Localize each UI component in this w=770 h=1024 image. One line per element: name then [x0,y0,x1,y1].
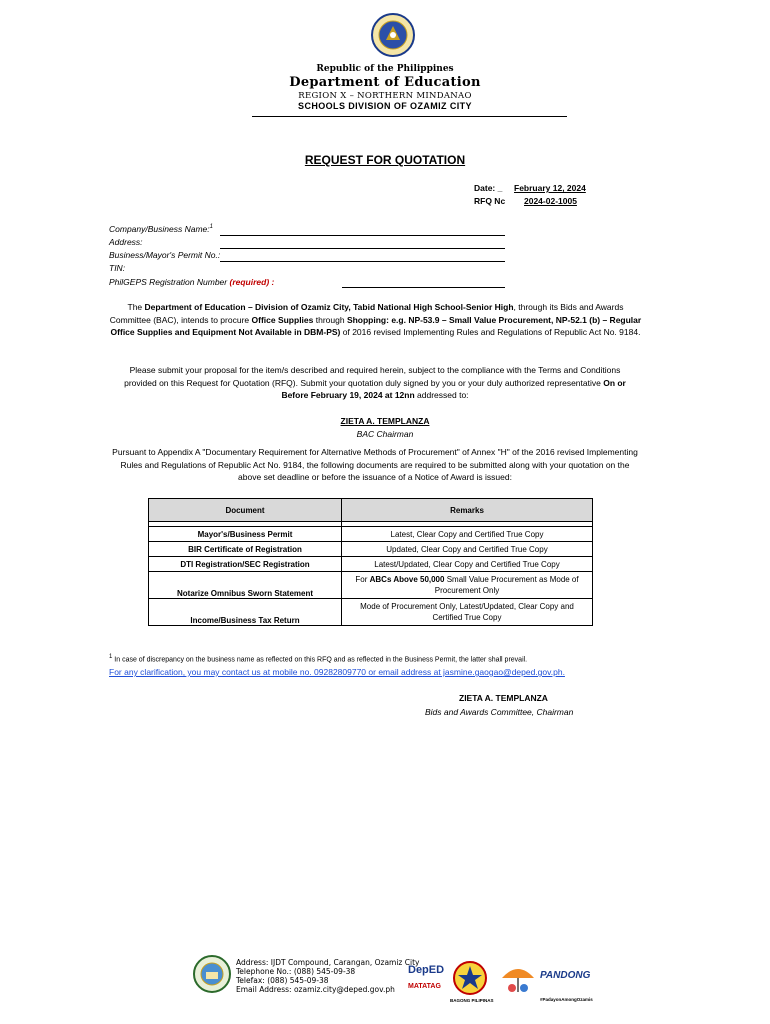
document-cell: BIR Certificate of Registration [149,542,342,557]
footer-contact-block [236,958,419,994]
document-cell: Income/Business Tax Return [149,599,342,626]
chair-title: BAC Chairman [356,429,414,439]
address-field[interactable] [220,248,505,249]
deped-seal-icon [370,12,416,58]
footer-telephone: Telephone No.: (088) 545-09-38 [236,967,356,976]
table-row [149,557,593,572]
date-label: Date: _ [474,183,503,193]
region-line: REGION X – NORTHERN MINDANAO [298,91,472,101]
rfq-value: 2024-02-1005 [524,196,577,206]
permit-label: Business/Mayor's Permit No.: [109,250,221,260]
pandong-umbrella-icon [500,962,536,996]
chair-name: ZIETA A. TEMPLANZA [340,416,430,426]
department-name: Department of Education [289,75,481,90]
permit-field[interactable] [220,261,505,262]
intro-paragraph: The Department of Education – Division of Ozamiz City, Tabid National High School-Senior High, through its Bids and Awards Committee (BAC), intends to procure Office Supplies through Shopping: e.g. NP-53.9 – Small Value Procurement, NP-52.1 (b) – Regular Office Supplies and Equipment Not Available in DBM-PS) of 2016 revised Implementing Rules and Regulations of Republic Act No. 9184. [109,302,642,337]
table-row [149,542,593,557]
footer-email: Email Address: ozamiz.city@deped.gov.ph [236,985,395,994]
documents-table [148,498,593,626]
company-name-field[interactable] [220,235,505,236]
table-row [149,527,593,542]
address-label: Address: [109,237,143,247]
footer-telefax: Telefax: (088) 545-09-38 [236,976,329,985]
table-header-row [149,499,593,522]
table-row [149,599,593,626]
pandong-logo: PANDONG [540,970,591,981]
requirements-paragraph: Pursuant to Appendix A "Documentary Requirement for Alternative Methods of Procurement" of Annex "H" of the 2016 revised Implementing Rules and Regulations of Republic Act No. 9184, the following documents are required to be submitted along with your quotation on the above set deadline or before the issuance of a Notice of Award is issued: [112,447,638,482]
header-divider [252,116,567,117]
header-remarks: Remarks [342,499,593,522]
signatory-name: ZIETA A. TEMPLANZA [459,693,548,703]
footer-address: Address: IJDT Compound, Carangan, Ozamiz City [236,958,420,967]
submission-paragraph: Please submit your proposal for the item/s described and required herein, subject to the compliance with the Terms and Conditions provided on this Request for Quotation (RFQ). Submit your quotation duly signed by you or your duly authorized representative On or Before February 19, 2024 at 12nn addressed to: [124,365,626,400]
document-cell: DTI Registration/SEC Registration [149,557,342,572]
page-title: REQUEST FOR QUOTATION [304,153,466,167]
date-value: February 12, 2024 [514,183,586,193]
signatory-title: Bids and Awards Committee, Chairman [425,707,574,717]
republic-line: Republic of the Philippines [316,64,454,74]
footnote: $^1$ In case of discrepancy on the business name as reflected on this RFQ and as reflected in the Business Permit, the latter shall prevail. [109,654,528,664]
document-cell: Mayor's/Business Permit [149,527,342,542]
company-name-label: Company/Business Name:$^1$ [109,224,213,234]
matatag-logo: MATATAG [408,983,441,990]
document-cell: Notarize Omnibus Sworn Statement [149,572,342,599]
deped-logo: DepED [408,964,445,976]
pandong-hashtag: #PadayonAmongOzamis [540,997,593,1002]
table-row [149,572,593,599]
division-line: SCHOOLS DIVISION OF OZAMIZ CITY [298,101,472,111]
remark-cell: Latest/Updated, Clear Copy and Certified True Copy [342,557,593,572]
contact-link[interactable]: For any clarification, you may contact us at mobile no. 09282809770 or email address at jasmine.gaogao@deped.gov.ph. [109,667,565,677]
remark-cell: Updated, Clear Copy and Certified True Copy [342,542,593,557]
required-note: (required) : [229,277,275,287]
bagong-pilipinas-text: BAGONG PILIPINAS [450,998,494,1003]
philgeps-label: PhilGEPS Registration Number (required) : [109,277,275,287]
remark-cell: Latest, Clear Copy and Certified True Copy [342,527,593,542]
division-seal-icon [192,954,232,994]
bagong-pilipinas-logo-icon [452,960,488,996]
remark-cell: Mode of Procurement Only, Latest/Updated, Clear Copy and Certified True Copy [342,599,593,626]
remark-cell: For ABCs Above 50,000 Small Value Procurement as Mode of Procurement Only [342,572,593,599]
rfq-label: RFQ Nc [474,196,506,206]
philgeps-field[interactable] [342,287,505,288]
header-document: Document [149,499,342,522]
tin-label: TIN: [109,263,126,273]
